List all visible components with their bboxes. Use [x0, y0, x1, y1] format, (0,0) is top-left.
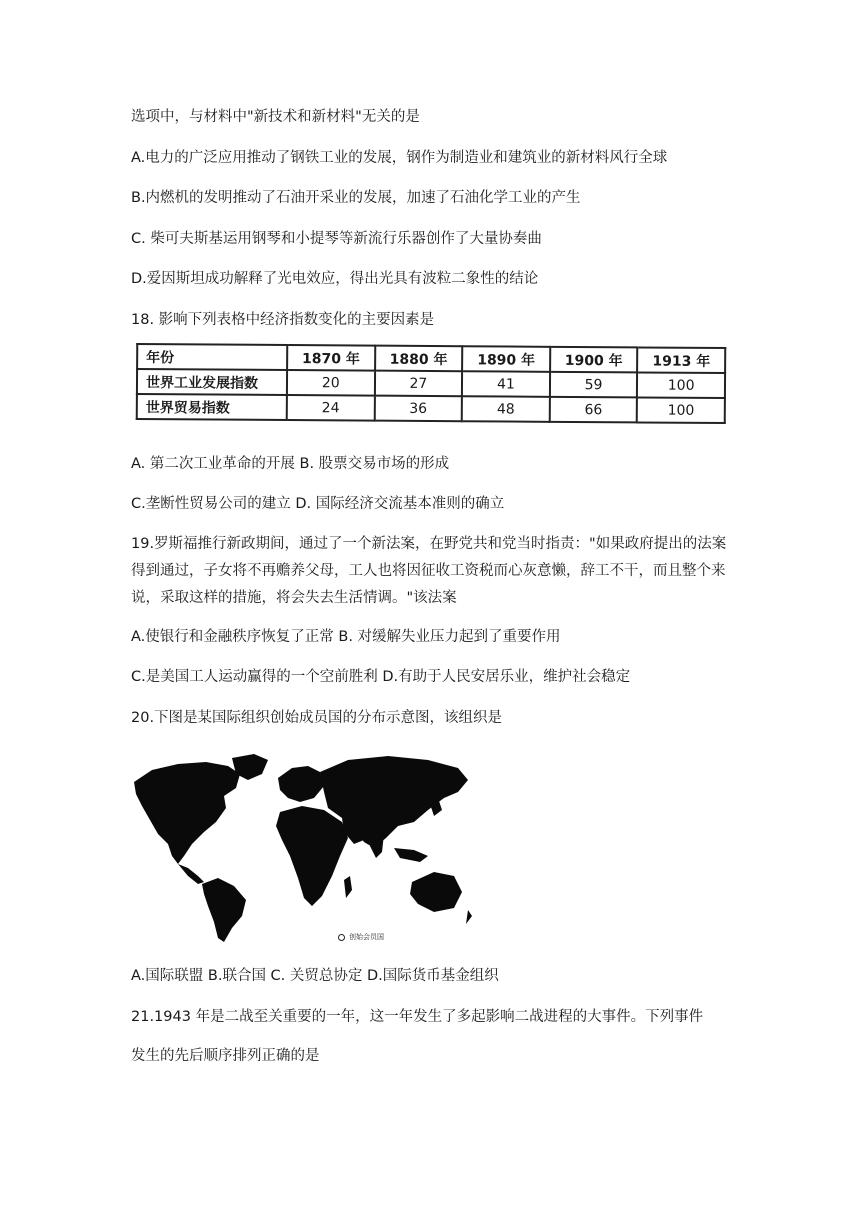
q19-options-line1: A.使银行和金融秩序恢复了正常 B. 对缓解失业压力起到了重要作用	[131, 629, 561, 645]
table-cell: 年份	[137, 344, 287, 370]
table-cell: 世界工业发展指数	[137, 369, 287, 395]
map-legend-label: 创始会员国	[349, 933, 384, 941]
table-cell: 世界贸易指数	[137, 394, 287, 420]
table-cell: 41	[462, 371, 550, 397]
q20-options: A.国际联盟 B.联合国 C. 关贸总协定 D.国际货币基金组织	[131, 968, 499, 984]
q19-options-line2: C.是美国工人运动赢得的一个空前胜利 D.有助于人民安居乐业，维护社会稳定	[131, 669, 631, 685]
table-cell: 1880 年	[375, 346, 463, 372]
table-cell: 66	[550, 397, 638, 423]
table-cell: 100	[637, 397, 725, 423]
table-cell: 1890 年	[462, 346, 550, 372]
table-cell: 36	[374, 396, 462, 422]
table-cell: 27	[375, 371, 463, 397]
economic-index-table	[136, 343, 727, 424]
q18-options-line1: A. 第二次工业革命的开展 B. 股票交易市场的形成	[131, 456, 450, 472]
map-legend	[338, 932, 384, 942]
table-cell: 100	[637, 372, 725, 398]
q18-options-line2: C.垄断性贸易公司的建立 D. 国际经济交流基本准则的确立	[131, 496, 505, 512]
q17-option-d: D.爱因斯坦成功解释了光电效应，得出光具有波粒二象性的结论	[131, 271, 539, 287]
q18-stem: 18. 影响下列表格中经济指数变化的主要因素是	[131, 312, 435, 328]
q17-option-b: B.内燃机的发明推动了石油开采业的发展，加速了石油化学工业的产生	[131, 190, 581, 206]
q17-stem-tail: 选项中，与材料中"新技术和新材料"无关的是	[131, 109, 420, 125]
q21-stem-line2: 发生的先后顺序排列正确的是	[131, 1048, 320, 1064]
q17-option-a: A.电力的广泛应用推动了钢铁工业的发展，钢作为制造业和建筑业的新材料风行全球	[131, 150, 668, 166]
q17-option-c: C. 柴可夫斯基运用钢琴和小提琴等新流行乐器创作了大量协奏曲	[131, 231, 542, 247]
q19-stem: 19.罗斯福推行新政期间，通过了一个新法案，在野党共和党当时指责："如果政府提出的法案得到通过，子女将不再赡养父母，工人也将因征收工资税而心灰意懒，辞工不干，而且整个来说，采取这样的措施，将会失去生活情调。"该法案	[131, 536, 727, 606]
table-row	[137, 394, 725, 423]
world-map-image	[128, 752, 474, 944]
legend-circle-icon	[338, 934, 345, 941]
q20-stem: 20.下图是某国际组织创始成员国的分布示意图，该组织是	[131, 710, 503, 726]
world-map	[128, 752, 474, 944]
table-cell: 20	[287, 370, 375, 396]
table-cell: 1913 年	[637, 347, 725, 373]
table-cell: 1870 年	[287, 345, 375, 371]
table-cell: 59	[550, 372, 638, 398]
q21-stem-line1: 21.1943 年是二战至关重要的一年，这一年发生了多起影响二战进程的大事件。下列事件	[131, 1009, 704, 1025]
table-cell: 1900 年	[550, 347, 638, 373]
table-cell: 24	[287, 395, 375, 421]
table-cell: 48	[462, 396, 550, 422]
